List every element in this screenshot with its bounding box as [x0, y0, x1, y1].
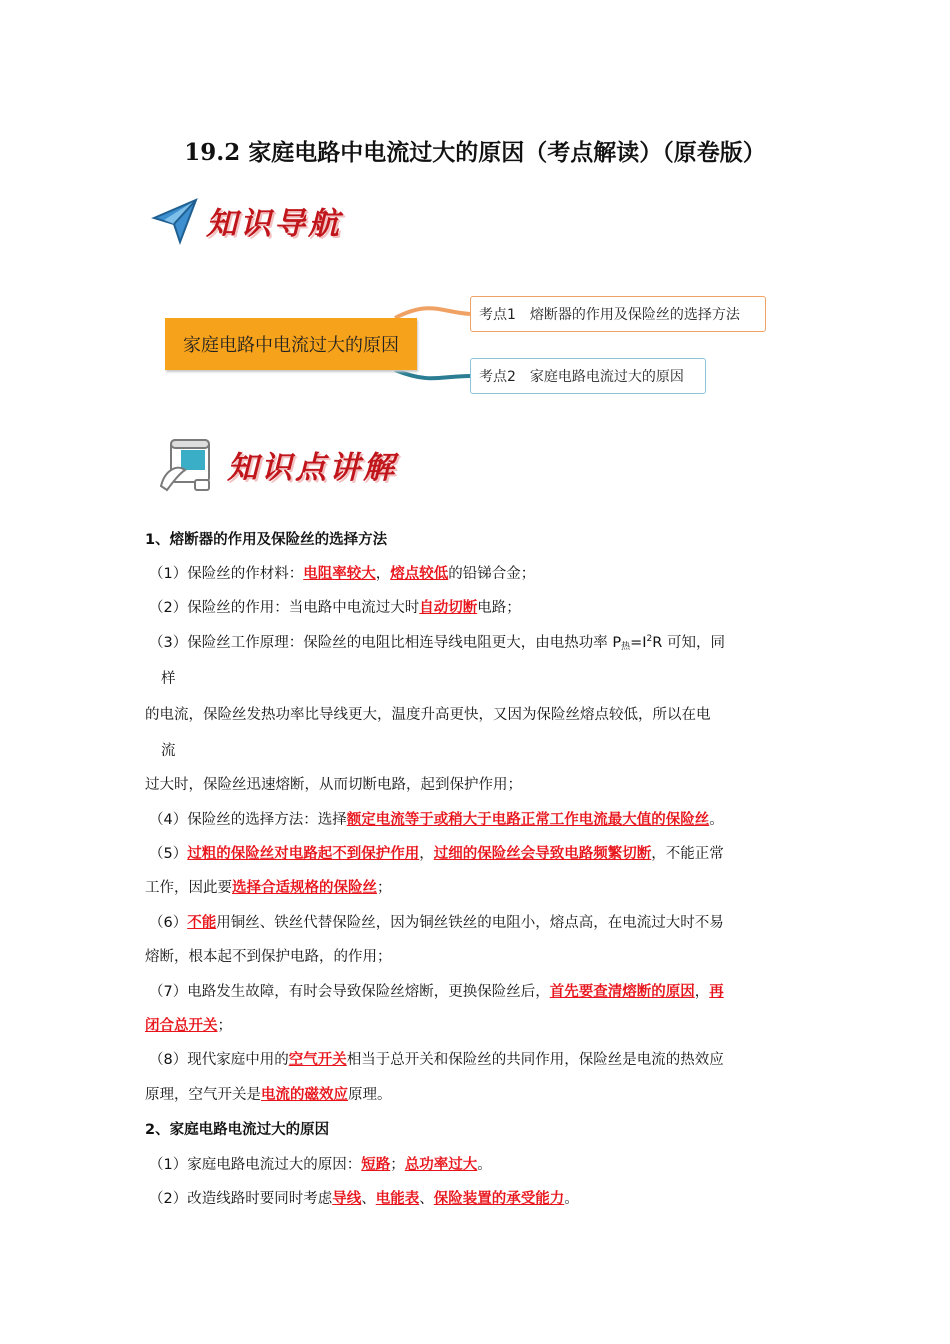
s2p1-text-b: ；	[390, 1157, 405, 1173]
s1p3-text-c: R 可知，同	[652, 635, 725, 651]
s1p8-key-1: 空气开关	[288, 1052, 347, 1068]
s1-para-2	[149, 596, 521, 617]
s1p1-text-c: 的铅锑合金；	[448, 566, 536, 582]
s2p2-text-d: 。	[564, 1191, 579, 1207]
section-2-heading: 2、家庭电路电流过大的原因	[145, 1122, 330, 1138]
s1p2-key-1: 自动切断	[419, 600, 478, 616]
s1-para-3-line-2: 样	[161, 671, 176, 687]
s2p2-text-a: （2）改造线路时要同时考虑	[149, 1191, 333, 1207]
s1p6-key-1: 不能	[187, 915, 217, 931]
s2p1-key-1: 短路	[361, 1157, 391, 1173]
s1-para-5	[149, 842, 724, 863]
s1-para-3-line-4: 流	[161, 743, 176, 759]
s1p5-key-2: 过细的保险丝会导致电路频繁切断	[433, 846, 652, 862]
s1p8-text-b: 相当于总开关和保险丝的共同作用，保险丝是电流的热效应	[346, 1052, 724, 1068]
s1-para-6-line-2: 熔断，根本起不到保护电路，的作用；	[145, 949, 392, 965]
s1p7-l2-key: 闭合总开关	[145, 1018, 218, 1034]
node-2-number: 考点2	[479, 369, 516, 385]
s1p4-text-a: （4）保险丝的选择方法：选择	[149, 812, 347, 828]
s1-para-8-line-2	[145, 1083, 392, 1104]
node-1-number: 考点1	[479, 307, 516, 323]
s1p7-l2-text: ；	[217, 1018, 232, 1034]
s1p1-text-a: （1）保险丝的作材料：	[149, 566, 304, 582]
s1p5-l2-text-a: 工作，因此要	[145, 880, 232, 896]
mindmap-node-2	[470, 358, 706, 394]
s1p5-l2-key: 选择合适规格的保险丝	[232, 880, 377, 896]
s2-para-2	[149, 1187, 579, 1208]
s2p1-text-a: （1）家庭电路电流过大的原因：	[149, 1157, 362, 1173]
s2p2-key-1: 导线	[332, 1191, 362, 1207]
s1p8-l2-text-a: 原理，空气开关是	[145, 1087, 261, 1103]
s1p5-key-1: 过粗的保险丝对电路起不到保护作用	[187, 846, 420, 862]
s1p7-key-1: 首先要查清熔断的原因	[549, 984, 695, 1000]
s1-para-3-line-5: 过大时，保险丝迅速熔断，从而切断电路，起到保护作用；	[145, 777, 522, 793]
section-1-heading: 1、熔断器的作用及保险丝的选择方法	[145, 532, 388, 548]
s1p4-key-1: 额定电流等于或稍大于电路正常工作电流最大值的保险丝	[346, 812, 710, 828]
s1p8-text-a: （8）现代家庭中用的	[149, 1052, 289, 1068]
s1-para-7	[149, 980, 724, 1001]
knowledge-nav-title: 知识导航	[206, 206, 342, 242]
node-2-label: 家庭电路电流过大的原因	[529, 369, 684, 385]
s1p5-text-c: ，不能正常	[651, 846, 724, 862]
s1p8-l2-key: 电流的磁效应	[261, 1087, 348, 1103]
s1-para-7-line-2	[145, 1014, 232, 1035]
mindmap-node-1	[470, 296, 766, 332]
s1p1-key-2: 熔点较低	[390, 566, 449, 582]
s1p1-text-b: ，	[375, 566, 391, 582]
s2p2-text-c: 、	[419, 1191, 434, 1207]
s1-para-5-line-2	[145, 876, 392, 897]
s1p7-text-b: ，	[694, 984, 710, 1000]
mindmap-connectors	[0, 0, 950, 420]
mindmap-root-node: 家庭电路中电流过大的原因	[165, 318, 417, 370]
page-title: 19.2 家庭电路中电流过大的原因（考点解读）（原卷版）	[184, 139, 766, 166]
s2p2-key-2: 电能表	[375, 1191, 420, 1207]
s1p6-text-b: 用铜丝、铁丝代替保险丝，因为铜丝铁丝的电阻小，熔点高，在电流过大时不易	[216, 915, 724, 931]
s2-para-1	[149, 1153, 492, 1174]
s2p1-text-c: 。	[477, 1157, 492, 1173]
s2p2-text-b: 、	[361, 1191, 376, 1207]
node-1-label: 熔断器的作用及保险丝的选择方法	[529, 307, 740, 323]
s1p8-l2-text-b: 原理。	[348, 1087, 392, 1103]
s1p2-text-b: 电路；	[477, 600, 521, 616]
s1p7-text-a: （7）电路发生故障，有时会导致保险丝熔断，更换保险丝后，	[149, 984, 550, 1000]
s1p3-text-a: （3）保险丝工作原理：保险丝的电阻比相连导线电阻更大，由电热功率 P	[149, 635, 622, 651]
s1p1-key-1: 电阻率较大	[303, 566, 376, 582]
s1p6-text-a: （6）	[149, 915, 188, 931]
s1p3-text-b: =I	[630, 635, 647, 651]
s1p4-text-b: 。	[709, 812, 724, 828]
s1-para-6	[149, 911, 724, 932]
s1-para-4	[149, 808, 724, 829]
s1p3-superscript: 2	[646, 634, 653, 645]
s1-para-3-line-3: 的电流，保险丝发热功率比导线更大，温度升高更快，又因为保险丝熔点较低，所以在电	[145, 707, 711, 723]
s2p1-key-2: 总功率过大	[404, 1157, 478, 1173]
s1p2-text-a: （2）保险丝的作用：当电路中电流过大时	[149, 600, 420, 616]
s1p5-text-b: ，	[419, 846, 434, 862]
s1p5-l2-text-b: ；	[377, 880, 392, 896]
s1p5-text-a: （5）	[149, 846, 188, 862]
scroll-quill-icon	[155, 434, 217, 496]
s2p2-key-3: 保险装置的承受能力	[433, 1191, 565, 1207]
s1p3-subscript: 热	[621, 642, 631, 652]
s1-para-8	[149, 1048, 724, 1069]
s1p7-key-2: 再	[709, 984, 724, 1000]
s1-para-3	[149, 631, 725, 652]
s1-para-1	[149, 562, 535, 583]
knowledge-points-title: 知识点讲解	[227, 450, 397, 486]
knowledge-points-banner	[155, 432, 435, 498]
